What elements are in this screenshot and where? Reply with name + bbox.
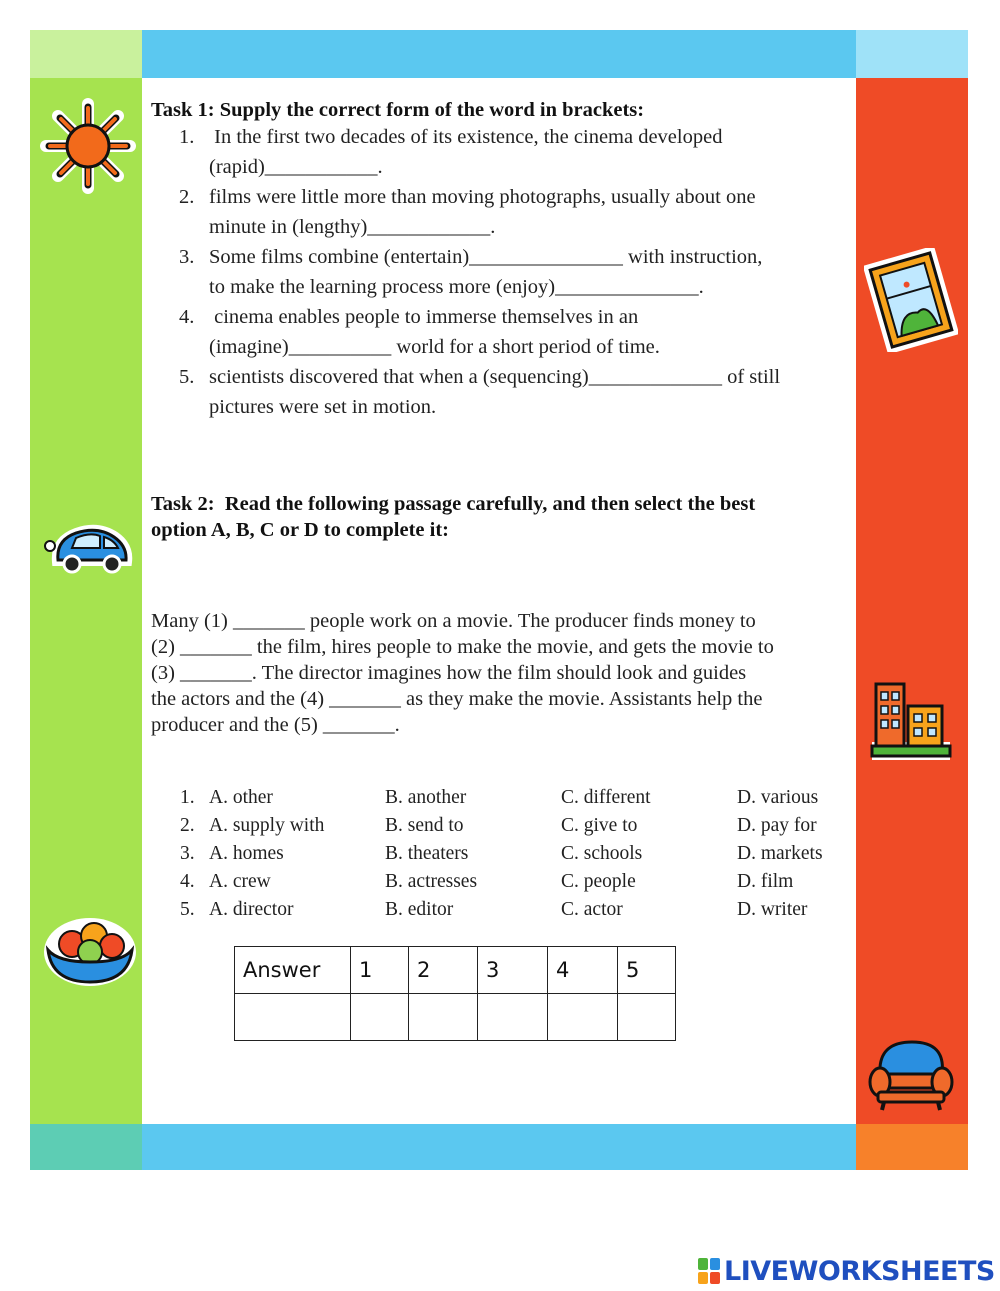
option-b[interactable]: B. send to: [385, 815, 464, 836]
task1-list: [151, 122, 851, 422]
passage-line: (3) _______. The director imagines how the film should look and guides: [151, 662, 747, 684]
fruit-bowl-icon: [42, 912, 138, 988]
option-b[interactable]: B. another: [385, 787, 467, 808]
task2-title-line2: option A, B, C or D to complete it:: [151, 519, 449, 541]
option-row: [151, 784, 851, 812]
options-list: [151, 784, 851, 924]
passage: [151, 608, 851, 738]
option-number: 1.: [180, 787, 195, 808]
item-line: pictures were set in motion.: [209, 396, 437, 418]
answer-input-5[interactable]: [618, 994, 676, 1041]
item-number: 5.: [179, 366, 195, 388]
option-c[interactable]: C. give to: [561, 815, 638, 836]
option-d[interactable]: D. various: [737, 787, 819, 808]
item-line: scientists discovered that when a (sequencing)_____________ of still: [209, 366, 781, 388]
task2-title-line1: Task 2: Read the following passage carefully, and then select the best: [151, 493, 756, 515]
item-line: films were little more than moving photographs, usually about one: [209, 186, 756, 208]
item-number: 1.: [179, 126, 195, 148]
task1-item-1: [151, 122, 851, 182]
bottom-left-corner: [30, 1124, 142, 1170]
logo-blocks-icon: [698, 1258, 720, 1284]
buildings-icon: [866, 672, 956, 764]
item-line: (rapid)___________.: [209, 156, 383, 178]
item-number: 3.: [179, 246, 195, 268]
option-number: 3.: [180, 843, 195, 864]
answer-table-header: [235, 947, 676, 994]
option-d[interactable]: D. pay for: [737, 815, 817, 836]
option-b[interactable]: B. actresses: [385, 871, 478, 892]
task1-item-4: [151, 302, 851, 362]
answer-input-1[interactable]: [351, 994, 409, 1041]
task1-item-3: [151, 242, 851, 302]
logo-text: LIVEWORKSHEETS: [724, 1255, 995, 1287]
option-c[interactable]: C. actor: [561, 899, 623, 920]
item-line: (imagine)__________ world for a short period of time.: [209, 336, 660, 358]
task1-title: Task 1: Supply the correct form of the word in brackets:: [151, 99, 645, 121]
task1-item-5: [151, 362, 851, 422]
passage-line: (2) _______ the film, hires people to make the movie, and gets the movie to: [151, 636, 774, 658]
car-icon: [42, 518, 134, 580]
answer-header-2: 2: [409, 947, 478, 994]
option-a[interactable]: A. homes: [209, 843, 284, 864]
sun-icon: [40, 98, 136, 194]
item-number: 4.: [179, 306, 195, 328]
answer-header-label: Answer: [235, 947, 351, 994]
item-line: cinema enables people to immerse themselves in an: [209, 306, 639, 328]
task1-item-2: [151, 182, 851, 242]
option-c[interactable]: C. schools: [561, 843, 643, 864]
item-line: minute in (lengthy)____________.: [209, 216, 496, 238]
passage-line: the actors and the (4) _______ as they make the movie. Assistants help the: [151, 688, 763, 710]
top-band: [142, 30, 856, 78]
top-left-corner: [30, 30, 142, 78]
passage-line: Many (1) _______ people work on a movie. The producer finds money to: [151, 610, 756, 632]
answer-input-3[interactable]: [478, 994, 548, 1041]
right-band: [856, 78, 968, 1124]
top-right-corner: [856, 30, 968, 78]
window-icon: [864, 248, 958, 352]
armchair-icon: [866, 1034, 956, 1114]
answer-label-cell: [235, 994, 351, 1041]
passage-line: producer and the (5) _______.: [151, 714, 400, 736]
option-row: [151, 868, 851, 896]
option-a[interactable]: A. supply with: [209, 815, 325, 836]
option-c[interactable]: C. people: [561, 871, 636, 892]
option-number: 4.: [180, 871, 195, 892]
bottom-right-corner: [856, 1124, 968, 1170]
option-row: [151, 840, 851, 868]
answer-table: [234, 946, 676, 1041]
item-line: to make the learning process more (enjoy)______________.: [209, 276, 704, 298]
option-a[interactable]: A. crew: [209, 871, 271, 892]
answer-table-input-row: [235, 994, 676, 1041]
answer-header-1: 1: [351, 947, 409, 994]
option-number: 5.: [180, 899, 195, 920]
option-d[interactable]: D. writer: [737, 899, 808, 920]
item-number: 2.: [179, 186, 195, 208]
answer-header-3: 3: [478, 947, 548, 994]
option-a[interactable]: A. other: [209, 787, 273, 808]
option-d[interactable]: D. markets: [737, 843, 823, 864]
option-row: [151, 812, 851, 840]
answer-header-5: 5: [618, 947, 676, 994]
item-line: In the first two decades of its existence, the cinema developed: [209, 126, 723, 148]
liveworksheets-logo: [698, 1256, 995, 1286]
answer-input-2[interactable]: [409, 994, 478, 1041]
item-line: Some films combine (entertain)_______________ with instruction,: [209, 246, 763, 268]
answer-input-4[interactable]: [548, 994, 618, 1041]
option-number: 2.: [180, 815, 195, 836]
option-row: [151, 896, 851, 924]
answer-header-4: 4: [548, 947, 618, 994]
option-c[interactable]: C. different: [561, 787, 651, 808]
option-b[interactable]: B. editor: [385, 899, 454, 920]
bottom-band: [142, 1124, 856, 1170]
option-b[interactable]: B. theaters: [385, 843, 469, 864]
option-d[interactable]: D. film: [737, 871, 794, 892]
option-a[interactable]: A. director: [209, 899, 294, 920]
